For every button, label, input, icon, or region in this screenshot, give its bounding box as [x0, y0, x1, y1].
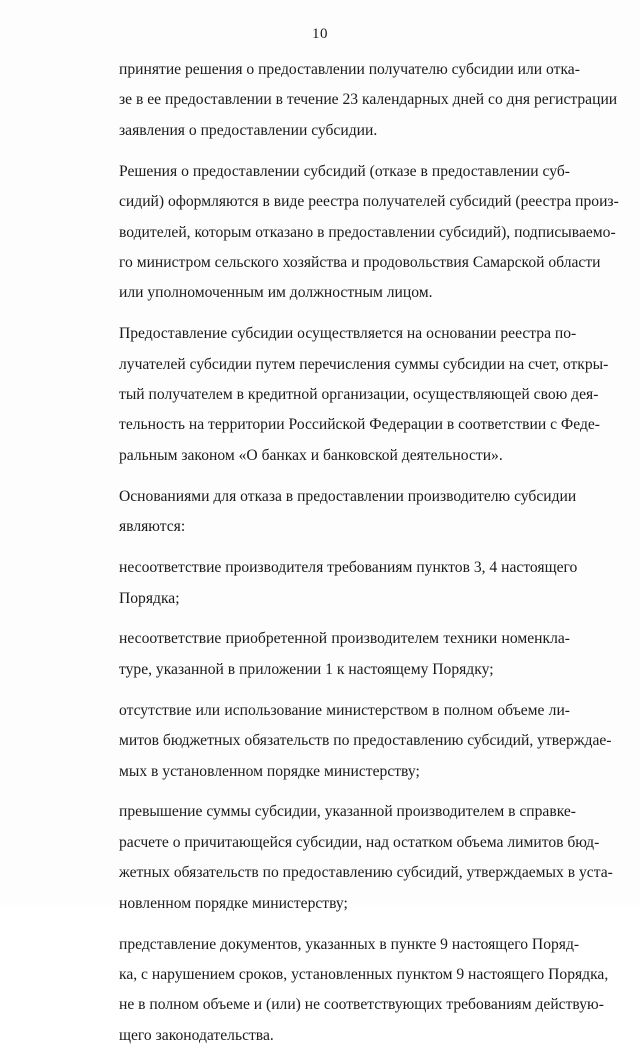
document-body: [92, 55, 619, 1062]
text-line: несоответствие производителя требованиям пунктов 3, 4 настоящего: [119, 559, 578, 577]
text-line: несоответствие приобретенной производителем техники номенкла-: [119, 630, 570, 648]
text-line: представление документов, указанных в пункте 9 настоящего Поряд-: [119, 935, 580, 953]
text-line: заявления о предоставлении субсидии.: [119, 121, 378, 139]
paragraph: [92, 157, 619, 309]
text-line: ка, с нарушением сроков, установленных пунктом 9 настоящего Порядка,: [119, 965, 609, 983]
text-line: водителей, которым отказано в предоставлении субсидий), подписываемо-: [119, 223, 616, 241]
text-line: туре, указанной в приложении 1 к настоящему Порядку;: [119, 660, 494, 678]
text-line: принятие решения о предоставлении получателю субсидии или отка-: [119, 61, 580, 78]
text-line: расчете о причитающейся субсидии, над остатком объема лимитов бюд-: [119, 833, 600, 851]
text-line: тельность на территории Российской Федерации в соответствии с Феде-: [119, 416, 600, 434]
text-line: превышение суммы субсидии, указанной производителем в справке-: [119, 803, 576, 821]
text-line: го министром сельского хозяйства и продовольствия Самарской области: [119, 253, 601, 271]
text-line: сидий) оформляются в виде реестра получателей субсидий (реестра произ-: [119, 193, 619, 211]
paragraph: [92, 624, 570, 685]
text-line: Порядка;: [119, 589, 180, 607]
text-line: Решения о предоставлении субсидий (отказе в предоставлении суб-: [119, 162, 570, 180]
text-line: являются:: [119, 518, 186, 536]
text-line: митов бюджетных обязательств по предоставлению субсидий, утверждае-: [119, 732, 612, 750]
paragraph: [92, 930, 609, 1052]
text-line: щего законодательства.: [119, 1026, 274, 1044]
text-line: жетных обязательств по предоставлению субсидий, утверждаемых в уста-: [119, 864, 613, 882]
text-line: или уполномоченным им должностным лицом.: [119, 284, 433, 302]
text-line: ральным законом «О банках и банковской деятельности».: [119, 446, 503, 464]
text-line: лучателей субсидии путем перечисления суммы субсидии на счет, откры-: [119, 355, 609, 373]
paragraph: [92, 696, 612, 787]
paragraph: [92, 55, 618, 146]
paragraph: [92, 482, 577, 543]
text-line: не в полном объеме и (или) не соответствующих требованиям действую-: [119, 996, 604, 1014]
paragraph: [92, 797, 613, 919]
paragraph: [92, 553, 578, 614]
text-line: Основаниями для отказа в предоставлении производителю субсидии: [119, 487, 577, 505]
paragraph: [92, 319, 609, 471]
text-line: мых в установленном порядке министерству;: [119, 762, 420, 780]
text-line: тый получателем в кредитной организации, осуществляющей свою дея-: [119, 386, 599, 404]
page-number: 10: [312, 26, 328, 42]
text-line: отсутствие или использование министерством в полном объеме ли-: [119, 701, 570, 719]
text-line: зе в ее предоставлении в течение 23 календарных дней со дня регистрации: [119, 91, 618, 109]
text-line: Предоставление субсидии осуществляется на основании реестра по-: [119, 325, 577, 343]
text-line: новленном порядке министерству;: [119, 894, 348, 912]
